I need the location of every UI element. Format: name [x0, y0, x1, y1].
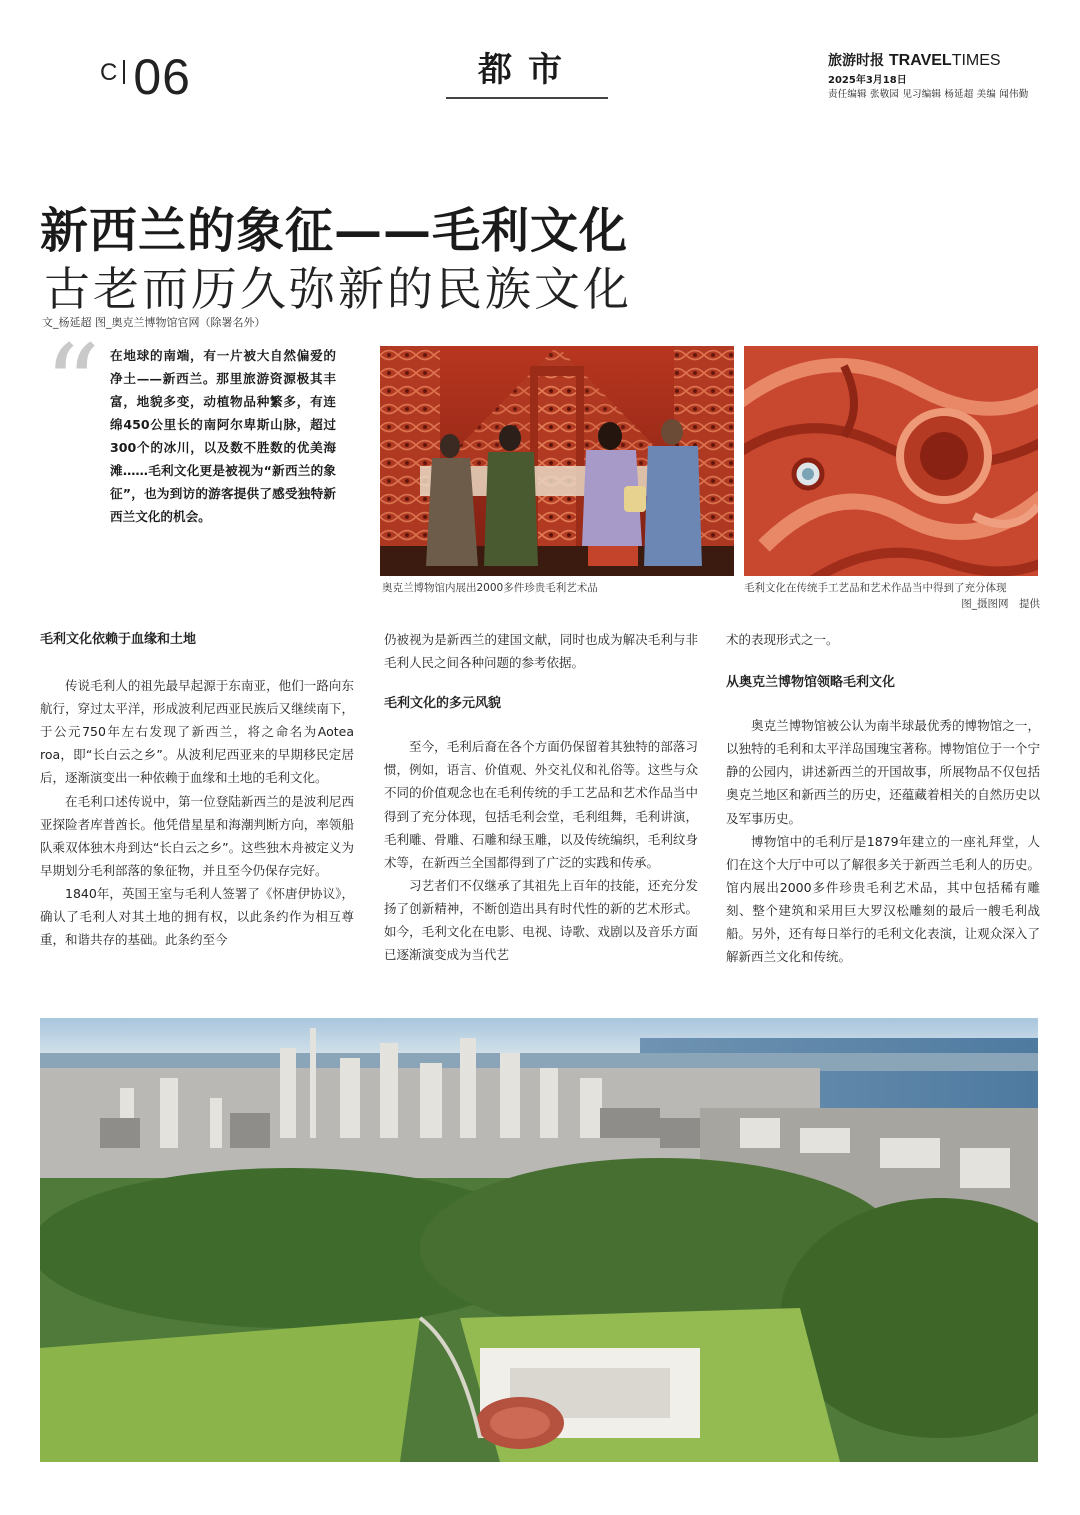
paragraph: 习艺者们不仅继承了其祖先上百年的技能，还充分发扬了创新精神，不断创造出具有时代性的新的艺术形式。如今，毛利文化在电影、电视、诗歌、戏剧以及音乐方面已逐渐演变成为当代艺: [384, 877, 698, 963]
subhead-diverse-culture: 毛利文化的多元风貌: [384, 696, 502, 712]
article-column-2: [384, 628, 698, 966]
section-title: 都市: [478, 50, 578, 90]
photo-caption-carving: [744, 580, 1040, 612]
paragraph: 1840年，英国王室与毛利人签署了《怀唐伊协议》，确认了毛利人对其土地的拥有权，以此条约作为相互尊重，和谐共存的基础。此条约至今: [40, 885, 354, 948]
photo-maori-carving: [744, 346, 1038, 576]
byline: 文_杨延超 图_奥克兰博物馆官网（除署名外）: [42, 316, 266, 329]
photo-museum-interior: [380, 346, 734, 576]
paragraph: 至今，毛利后裔在各个方面仍保留着其独特的部落习惯，例如，语言、价值观、外交礼仪和礼俗等。这些与众不同的价值观念也在毛利传统的手工艺品和艺术作品当中得到了充分体现，包括毛利会堂，毛利组舞，毛利讲演，毛利雕、骨雕、石雕和绿玉雕，以及传统编织，毛利纹身术等，在新西兰全国都得到了广泛的实践和传承。: [384, 739, 698, 870]
page-letter: C: [100, 59, 120, 86]
photo-credit: 图_摄图网 提供: [961, 598, 1040, 610]
subhead-blood-land: 毛利文化依赖于血缘和土地: [40, 632, 197, 647]
page-number-value: 06: [133, 49, 191, 105]
newspaper-name: [828, 50, 1001, 70]
article-column-1: [40, 628, 354, 951]
subhead-auckland-museum: 从奥克兰博物馆领略毛利文化: [726, 675, 896, 691]
photo-caption-museum: 奥克兰博物馆内展出2000多件珍贵毛利艺术品: [382, 582, 598, 594]
paragraph: 博物馆中的毛利厅是1879年建立的一座礼拜堂，人们在这个大厅中可以了解很多关于新西兰毛利人的历史。馆内展出2000多件珍贵毛利艺术品，其中包括稀有雕刻、整个建筑和采用巨大罗汉松雕刻的最后一艘毛利战船。另外，还有每日举行的毛利文化表演，让观众深入了解新西兰文化和传统。: [726, 833, 1040, 965]
photo-auckland-aerial: [40, 1018, 1038, 1462]
paragraph: 传说毛利人的祖先最早起源于东南亚，他们一路向东航行，穿过太平洋，形成波利尼西亚民族后又继续南下，于公元750年左右发现了新西兰，将之命名为Aotea roa，即“长白云之乡”。从波利尼西亚来的早期移民定居后，逐渐演变出一种依赖于血缘和土地的毛利文化。: [40, 678, 354, 786]
issue-date: 2025年3月18日: [828, 75, 907, 86]
paragraph: 在毛利口述传说中，第一位登陆新西兰的是波利尼西亚探险者库普酋长。他凭借星星和海潮判断方向，率领船队乘双体独木舟到达“长白云之乡”。这些独木舟被定义为早期划分毛利部落的象征物，并且至今仍保存完好。: [40, 793, 354, 878]
headline: 新西兰的象征——毛利文化: [40, 203, 629, 259]
photo-caption-carving-text: 毛利文化在传统手工艺品和艺术作品当中得到了充分体现: [744, 582, 1007, 594]
editors-credit: 责任编辑 张敬园 见习编辑 杨延超 美编 闻伟勤: [828, 89, 1029, 100]
paragraph: 仍被视为是新西兰的建国文献，同时也成为解决毛利与非毛利人民之间各种问题的参考依据。: [384, 632, 698, 671]
page-divider: [123, 60, 125, 84]
quote-mark-icon: “: [44, 321, 101, 449]
section-rule: [446, 97, 608, 99]
article-column-3: [726, 628, 1040, 968]
newspaper-name-en-bold: TRAVEL: [888, 52, 952, 69]
newspaper-name-cn: 旅游时报: [828, 53, 884, 69]
newspaper-name-en-light: TIMES: [951, 52, 1001, 69]
subheadline: 古老而历久弥新的民族文化: [44, 262, 632, 316]
paragraph: 奥克兰博物馆被公认为南半球最优秀的博物馆之一，以独特的毛利和太平洋岛国瑰宝著称。博物馆位于一个宁静的公园内，讲述新西兰的开国故事，所展物品不仅包括奥克兰地区和新西兰的历史，还蕴藏着相关的自然历史以及军事历史。: [726, 718, 1040, 826]
page-number: [100, 48, 191, 106]
intro-lead: 在地球的南端，有一片被大自然偏爱的净土——新西兰。那里旅游资源极其丰富，地貌多变，动植物品种繁多，有连绵450公里长的南阿尔卑斯山脉，超过300个的冰川，以及数不胜数的优美海滩……毛利文化更是被视为“新西兰的象征”，也为到访的游客提供了感受独特新西兰文化的机会。: [110, 348, 336, 524]
paragraph: 术的表现形式之一。: [726, 632, 839, 647]
